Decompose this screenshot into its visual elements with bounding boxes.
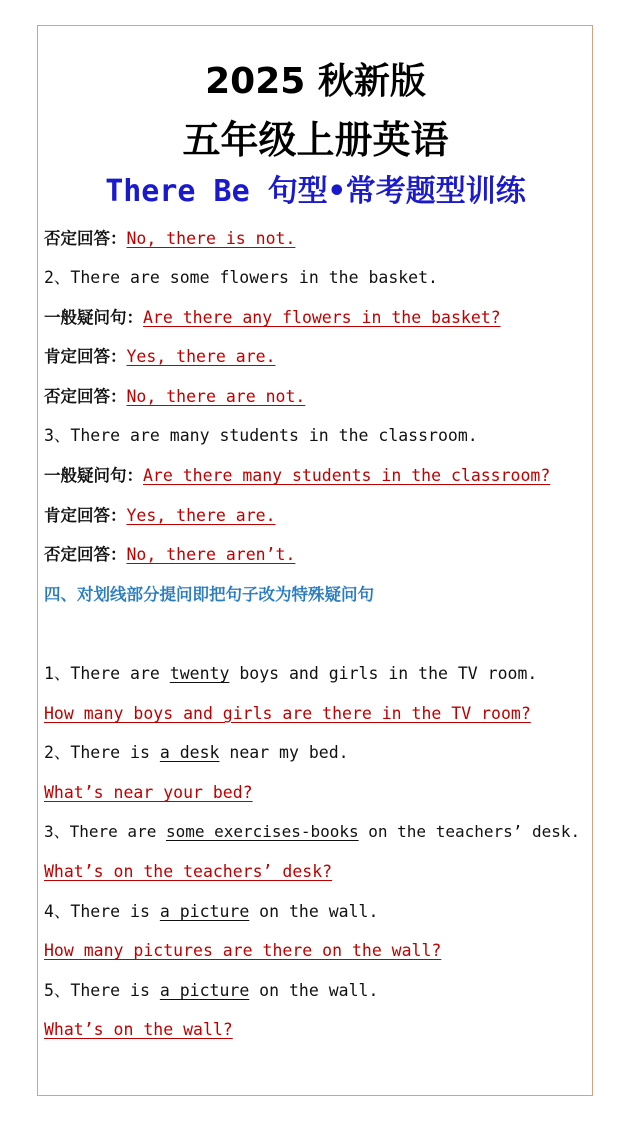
exercise-2 [44,741,349,765]
answer: No, there are not. [126,387,306,406]
label: 一般疑问句： [44,308,143,327]
post: on the wall. [249,981,379,1000]
answer: How many pictures are there on the wall? [44,941,442,960]
pre: 2、There is [44,743,160,762]
pre: 4、There is [44,902,160,921]
answer: How many boys and girls are there in the TV room? [44,704,531,723]
underlined-part: a picture [159,902,250,921]
answer: What’s on the teachers’ desk? [44,862,333,881]
general-question-3 [44,464,550,488]
answer: What’s on the wall? [44,1020,233,1039]
negative-answer-1 [44,227,295,251]
answer: No, there is not. [126,229,296,248]
exercise-4-answer [44,939,441,963]
negative-answer-3 [44,543,295,567]
positive-answer-2 [44,345,276,369]
post: on the teachers’ desk. [358,822,581,841]
exercise-5-answer [44,1018,233,1042]
answer: What’s near your bed? [44,783,253,802]
title-year: 2025 秋新版 [205,61,426,102]
section-heading: 四、对划线部分提问即把句子改为特殊疑问句 [44,585,374,604]
label: 肯定回答： [44,506,127,525]
exercise-5 [44,979,378,1003]
label: 否定回答： [44,545,127,564]
exercise-1 [44,662,537,686]
exercise-2-answer [44,781,253,805]
exercise-3-answer [44,860,332,884]
sentence-3: 3、There are many students in the classroom. [44,426,478,445]
label: 肯定回答： [44,347,127,366]
title-grade: 五年级上册英语 [182,117,449,162]
negative-answer-2 [44,385,305,409]
exercise-1-answer [44,702,531,726]
positive-answer-3 [44,504,276,528]
post: boys and girls in the TV room. [229,664,538,683]
label: 否定回答： [44,229,127,248]
post: on the wall. [249,902,379,921]
answer: Are there any flowers in the basket? [143,308,501,327]
answer: Yes, there are. [126,347,276,366]
answer: No, there aren’t. [126,545,296,564]
pre: 5、There is [44,981,160,1000]
pre: 3、There are [44,822,166,841]
general-question-2 [44,306,501,330]
pre: 1、There are [44,664,170,683]
post: near my bed. [219,743,349,762]
exercise-3 [44,820,580,844]
underlined-part: a picture [159,981,250,1000]
answer: Are there many students in the classroom? [143,466,551,485]
underlined-part: some exercises-books [165,822,359,841]
label: 否定回答： [44,387,127,406]
title-topic: There Be 句型•常考题型训练 [105,174,526,209]
label: 一般疑问句： [44,466,143,485]
underlined-part: twenty [169,664,230,683]
sentence-2: 2、There are some flowers in the basket. [44,268,438,287]
answer: Yes, there are. [126,506,276,525]
exercise-4 [44,900,378,924]
underlined-part: a desk [159,743,220,762]
